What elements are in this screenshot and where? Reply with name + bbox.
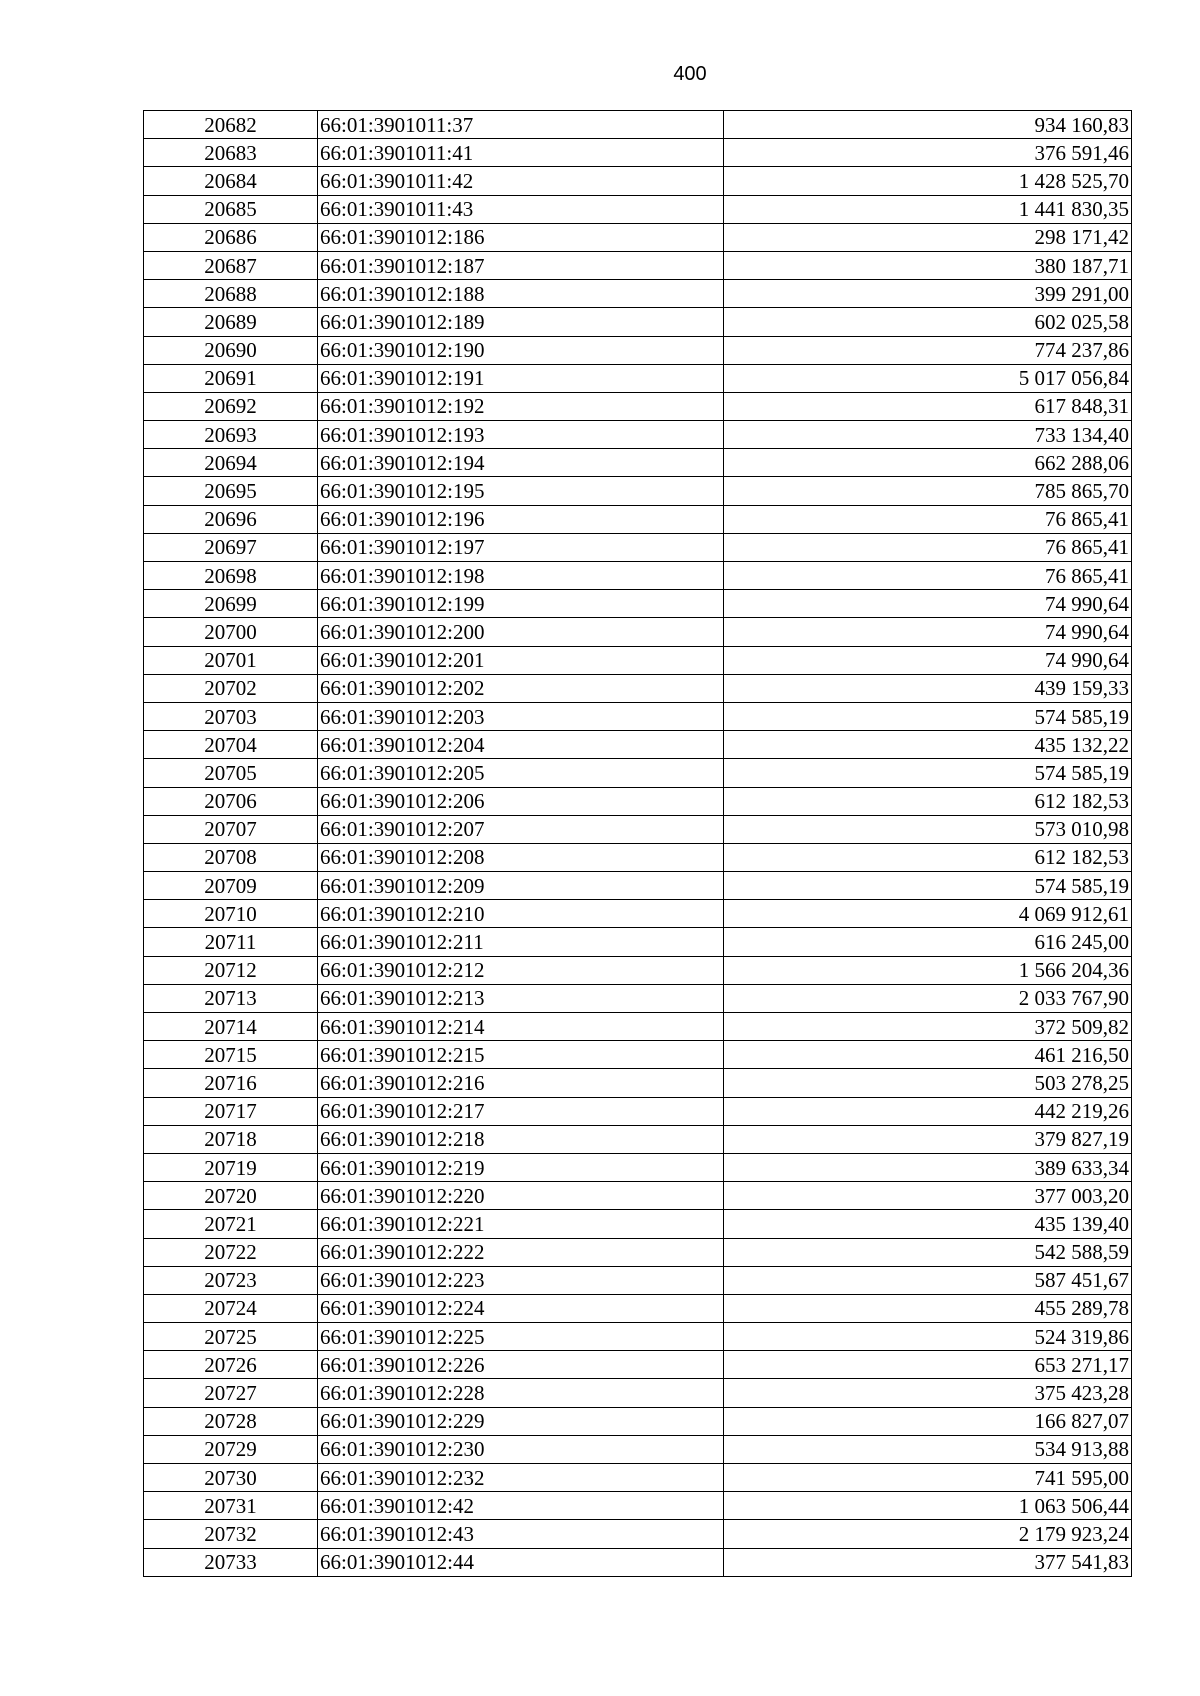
- cadastral-number-cell: 66:01:3901012:210: [318, 900, 724, 928]
- cadastral-value-cell: 934 160,83: [724, 111, 1132, 139]
- cadastral-value-cell: 574 585,19: [724, 872, 1132, 900]
- cadastral-value-cell: 435 139,40: [724, 1210, 1132, 1238]
- cadastral-number-cell: 66:01:3901012:188: [318, 280, 724, 308]
- row-number-cell: 20716: [144, 1069, 318, 1097]
- row-number-cell: 20692: [144, 392, 318, 420]
- row-number-cell: 20688: [144, 280, 318, 308]
- cadastral-value-cell: 76 865,41: [724, 533, 1132, 561]
- table-row: [144, 590, 1132, 618]
- cadastral-number-cell: 66:01:3901012:222: [318, 1238, 724, 1266]
- row-number-cell: 20720: [144, 1182, 318, 1210]
- row-number-cell: 20686: [144, 223, 318, 251]
- cadastral-value-cell: 2 033 767,90: [724, 984, 1132, 1012]
- cadastral-value-cell: 377 003,20: [724, 1182, 1132, 1210]
- table-row: [144, 364, 1132, 392]
- cadastral-value-cell: 376 591,46: [724, 139, 1132, 167]
- cadastral-number-cell: 66:01:3901012:197: [318, 533, 724, 561]
- cadastral-value-cell: 602 025,58: [724, 308, 1132, 336]
- cadastral-number-cell: 66:01:3901012:213: [318, 984, 724, 1012]
- row-number-cell: 20695: [144, 477, 318, 505]
- cadastral-number-cell: 66:01:3901012:199: [318, 590, 724, 618]
- row-number-cell: 20730: [144, 1464, 318, 1492]
- row-number-cell: 20731: [144, 1492, 318, 1520]
- row-number-cell: 20719: [144, 1153, 318, 1181]
- cadastral-number-cell: 66:01:3901012:198: [318, 562, 724, 590]
- row-number-cell: 20685: [144, 195, 318, 223]
- row-number-cell: 20691: [144, 364, 318, 392]
- table-row: [144, 421, 1132, 449]
- table-row: [144, 928, 1132, 956]
- row-number-cell: 20702: [144, 674, 318, 702]
- cadastral-number-cell: 66:01:3901011:41: [318, 139, 724, 167]
- cadastral-number-cell: 66:01:3901012:202: [318, 674, 724, 702]
- cadastral-value-cell: 612 182,53: [724, 843, 1132, 871]
- cadastral-number-cell: 66:01:3901011:42: [318, 167, 724, 195]
- row-number-cell: 20687: [144, 251, 318, 279]
- table-row: [144, 167, 1132, 195]
- row-number-cell: 20709: [144, 872, 318, 900]
- table-body: [144, 111, 1132, 1577]
- row-number-cell: 20713: [144, 984, 318, 1012]
- row-number-cell: 20700: [144, 618, 318, 646]
- cadastral-number-cell: 66:01:3901012:214: [318, 1013, 724, 1041]
- table-row: [144, 1041, 1132, 1069]
- cadastral-number-cell: 66:01:3901011:37: [318, 111, 724, 139]
- table-row: [144, 1351, 1132, 1379]
- cadastral-value-cell: 653 271,17: [724, 1351, 1132, 1379]
- cadastral-value-cell: 2 179 923,24: [724, 1520, 1132, 1548]
- table-row: [144, 562, 1132, 590]
- cadastral-value-cell: 774 237,86: [724, 336, 1132, 364]
- cadastral-value-cell: 74 990,64: [724, 618, 1132, 646]
- table-row: [144, 1013, 1132, 1041]
- cadastral-value-cell: 379 827,19: [724, 1125, 1132, 1153]
- cadastral-number-cell: 66:01:3901012:190: [318, 336, 724, 364]
- cadastral-value-cell: 375 423,28: [724, 1379, 1132, 1407]
- cadastral-number-cell: 66:01:3901012:232: [318, 1464, 724, 1492]
- cadastral-number-cell: 66:01:3901011:43: [318, 195, 724, 223]
- cadastral-value-cell: 662 288,06: [724, 449, 1132, 477]
- cadastral-value-table: [143, 110, 1132, 1577]
- table-row: [144, 308, 1132, 336]
- cadastral-number-cell: 66:01:3901012:221: [318, 1210, 724, 1238]
- table-row: [144, 674, 1132, 702]
- cadastral-number-cell: 66:01:3901012:189: [318, 308, 724, 336]
- cadastral-value-cell: 617 848,31: [724, 392, 1132, 420]
- cadastral-value-cell: 503 278,25: [724, 1069, 1132, 1097]
- cadastral-value-cell: 785 865,70: [724, 477, 1132, 505]
- table-row: [144, 1238, 1132, 1266]
- table-row: [144, 702, 1132, 730]
- row-number-cell: 20732: [144, 1520, 318, 1548]
- cadastral-value-cell: 733 134,40: [724, 421, 1132, 449]
- row-number-cell: 20724: [144, 1294, 318, 1322]
- table-row: [144, 251, 1132, 279]
- row-number-cell: 20698: [144, 562, 318, 590]
- cadastral-value-cell: 372 509,82: [724, 1013, 1132, 1041]
- row-number-cell: 20723: [144, 1266, 318, 1294]
- row-number-cell: 20682: [144, 111, 318, 139]
- cadastral-number-cell: 66:01:3901012:224: [318, 1294, 724, 1322]
- cadastral-value-cell: 612 182,53: [724, 787, 1132, 815]
- cadastral-value-cell: 389 633,34: [724, 1153, 1132, 1181]
- cadastral-value-cell: 298 171,42: [724, 223, 1132, 251]
- table-row: [144, 900, 1132, 928]
- cadastral-number-cell: 66:01:3901012:217: [318, 1097, 724, 1125]
- row-number-cell: 20701: [144, 646, 318, 674]
- cadastral-number-cell: 66:01:3901012:228: [318, 1379, 724, 1407]
- table-row: [144, 1153, 1132, 1181]
- cadastral-number-cell: 66:01:3901012:208: [318, 843, 724, 871]
- cadastral-value-cell: 574 585,19: [724, 759, 1132, 787]
- row-number-cell: 20714: [144, 1013, 318, 1041]
- table-row: [144, 280, 1132, 308]
- cadastral-number-cell: 66:01:3901012:195: [318, 477, 724, 505]
- table-row: [144, 111, 1132, 139]
- row-number-cell: 20697: [144, 533, 318, 561]
- cadastral-value-cell: 534 913,88: [724, 1435, 1132, 1463]
- row-number-cell: 20694: [144, 449, 318, 477]
- table-row: [144, 1492, 1132, 1520]
- cadastral-number-cell: 66:01:3901012:186: [318, 223, 724, 251]
- row-number-cell: 20712: [144, 956, 318, 984]
- cadastral-number-cell: 66:01:3901012:201: [318, 646, 724, 674]
- row-number-cell: 20710: [144, 900, 318, 928]
- table-row: [144, 223, 1132, 251]
- row-number-cell: 20729: [144, 1435, 318, 1463]
- cadastral-value-cell: 455 289,78: [724, 1294, 1132, 1322]
- table-row: [144, 872, 1132, 900]
- row-number-cell: 20690: [144, 336, 318, 364]
- cadastral-number-cell: 66:01:3901012:230: [318, 1435, 724, 1463]
- cadastral-number-cell: 66:01:3901012:206: [318, 787, 724, 815]
- table-row: [144, 1294, 1132, 1322]
- table-row: [144, 1097, 1132, 1125]
- cadastral-number-cell: 66:01:3901012:209: [318, 872, 724, 900]
- cadastral-number-cell: 66:01:3901012:191: [318, 364, 724, 392]
- table-row: [144, 1548, 1132, 1576]
- cadastral-value-cell: 524 319,86: [724, 1323, 1132, 1351]
- cadastral-number-cell: 66:01:3901012:211: [318, 928, 724, 956]
- row-number-cell: 20693: [144, 421, 318, 449]
- row-number-cell: 20684: [144, 167, 318, 195]
- cadastral-number-cell: 66:01:3901012:44: [318, 1548, 724, 1576]
- cadastral-number-cell: 66:01:3901012:219: [318, 1153, 724, 1181]
- table-row: [144, 787, 1132, 815]
- table-row: [144, 1182, 1132, 1210]
- cadastral-number-cell: 66:01:3901012:218: [318, 1125, 724, 1153]
- table-row: [144, 984, 1132, 1012]
- table-row: [144, 449, 1132, 477]
- cadastral-value-cell: 4 069 912,61: [724, 900, 1132, 928]
- table-row: [144, 1520, 1132, 1548]
- cadastral-number-cell: 66:01:3901012:192: [318, 392, 724, 420]
- row-number-cell: 20725: [144, 1323, 318, 1351]
- cadastral-value-cell: 442 219,26: [724, 1097, 1132, 1125]
- table-row: [144, 1323, 1132, 1351]
- row-number-cell: 20696: [144, 505, 318, 533]
- table-row: [144, 1435, 1132, 1463]
- cadastral-value-cell: 166 827,07: [724, 1407, 1132, 1435]
- row-number-cell: 20706: [144, 787, 318, 815]
- cadastral-value-cell: 399 291,00: [724, 280, 1132, 308]
- table-row: [144, 533, 1132, 561]
- row-number-cell: 20717: [144, 1097, 318, 1125]
- row-number-cell: 20683: [144, 139, 318, 167]
- cadastral-number-cell: 66:01:3901012:193: [318, 421, 724, 449]
- cadastral-value-cell: 461 216,50: [724, 1041, 1132, 1069]
- cadastral-value-cell: 574 585,19: [724, 702, 1132, 730]
- table-row: [144, 646, 1132, 674]
- cadastral-value-cell: 74 990,64: [724, 590, 1132, 618]
- cadastral-number-cell: 66:01:3901012:205: [318, 759, 724, 787]
- cadastral-number-cell: 66:01:3901012:229: [318, 1407, 724, 1435]
- cadastral-number-cell: 66:01:3901012:220: [318, 1182, 724, 1210]
- row-number-cell: 20703: [144, 702, 318, 730]
- cadastral-number-cell: 66:01:3901012:216: [318, 1069, 724, 1097]
- table-row: [144, 1407, 1132, 1435]
- table-row: [144, 139, 1132, 167]
- row-number-cell: 20705: [144, 759, 318, 787]
- table-row: [144, 195, 1132, 223]
- row-number-cell: 20707: [144, 815, 318, 843]
- cadastral-value-cell: 1 063 506,44: [724, 1492, 1132, 1520]
- cadastral-value-cell: 1 441 830,35: [724, 195, 1132, 223]
- row-number-cell: 20708: [144, 843, 318, 871]
- row-number-cell: 20689: [144, 308, 318, 336]
- cadastral-value-cell: 5 017 056,84: [724, 364, 1132, 392]
- cadastral-value-cell: 435 132,22: [724, 731, 1132, 759]
- cadastral-value-cell: 573 010,98: [724, 815, 1132, 843]
- cadastral-value-cell: 74 990,64: [724, 646, 1132, 674]
- table-row: [144, 505, 1132, 533]
- cadastral-value-cell: 1 428 525,70: [724, 167, 1132, 195]
- cadastral-value-cell: 616 245,00: [724, 928, 1132, 956]
- cadastral-number-cell: 66:01:3901012:215: [318, 1041, 724, 1069]
- row-number-cell: 20718: [144, 1125, 318, 1153]
- table-row: [144, 477, 1132, 505]
- table-row: [144, 1069, 1132, 1097]
- table-row: [144, 956, 1132, 984]
- row-number-cell: 20722: [144, 1238, 318, 1266]
- row-number-cell: 20728: [144, 1407, 318, 1435]
- row-number-cell: 20711: [144, 928, 318, 956]
- page-number: 400: [673, 63, 707, 85]
- cadastral-number-cell: 66:01:3901012:226: [318, 1351, 724, 1379]
- cadastral-value-cell: 542 588,59: [724, 1238, 1132, 1266]
- cadastral-number-cell: 66:01:3901012:42: [318, 1492, 724, 1520]
- cadastral-number-cell: 66:01:3901012:194: [318, 449, 724, 477]
- cadastral-value-cell: 76 865,41: [724, 562, 1132, 590]
- row-number-cell: 20727: [144, 1379, 318, 1407]
- table-row: [144, 815, 1132, 843]
- cadastral-number-cell: 66:01:3901012:203: [318, 702, 724, 730]
- table-row: [144, 731, 1132, 759]
- cadastral-value-cell: 741 595,00: [724, 1464, 1132, 1492]
- table-row: [144, 1266, 1132, 1294]
- cadastral-number-cell: 66:01:3901012:207: [318, 815, 724, 843]
- table-row: [144, 1379, 1132, 1407]
- table-row: [144, 336, 1132, 364]
- row-number-cell: 20721: [144, 1210, 318, 1238]
- table-row: [144, 392, 1132, 420]
- table-row: [144, 1210, 1132, 1238]
- cadastral-value-cell: 439 159,33: [724, 674, 1132, 702]
- row-number-cell: 20726: [144, 1351, 318, 1379]
- row-number-cell: 20699: [144, 590, 318, 618]
- table-row: [144, 843, 1132, 871]
- table-row: [144, 759, 1132, 787]
- cadastral-value-cell: 587 451,67: [724, 1266, 1132, 1294]
- table-row: [144, 618, 1132, 646]
- table-row: [144, 1125, 1132, 1153]
- cadastral-number-cell: 66:01:3901012:223: [318, 1266, 724, 1294]
- table-row: [144, 1464, 1132, 1492]
- cadastral-number-cell: 66:01:3901012:43: [318, 1520, 724, 1548]
- cadastral-value-cell: 76 865,41: [724, 505, 1132, 533]
- cadastral-number-cell: 66:01:3901012:212: [318, 956, 724, 984]
- row-number-cell: 20715: [144, 1041, 318, 1069]
- row-number-cell: 20733: [144, 1548, 318, 1576]
- cadastral-value-cell: 377 541,83: [724, 1548, 1132, 1576]
- cadastral-number-cell: 66:01:3901012:187: [318, 251, 724, 279]
- cadastral-number-cell: 66:01:3901012:225: [318, 1323, 724, 1351]
- row-number-cell: 20704: [144, 731, 318, 759]
- cadastral-value-cell: 380 187,71: [724, 251, 1132, 279]
- cadastral-number-cell: 66:01:3901012:200: [318, 618, 724, 646]
- cadastral-value-cell: 1 566 204,36: [724, 956, 1132, 984]
- cadastral-number-cell: 66:01:3901012:196: [318, 505, 724, 533]
- cadastral-number-cell: 66:01:3901012:204: [318, 731, 724, 759]
